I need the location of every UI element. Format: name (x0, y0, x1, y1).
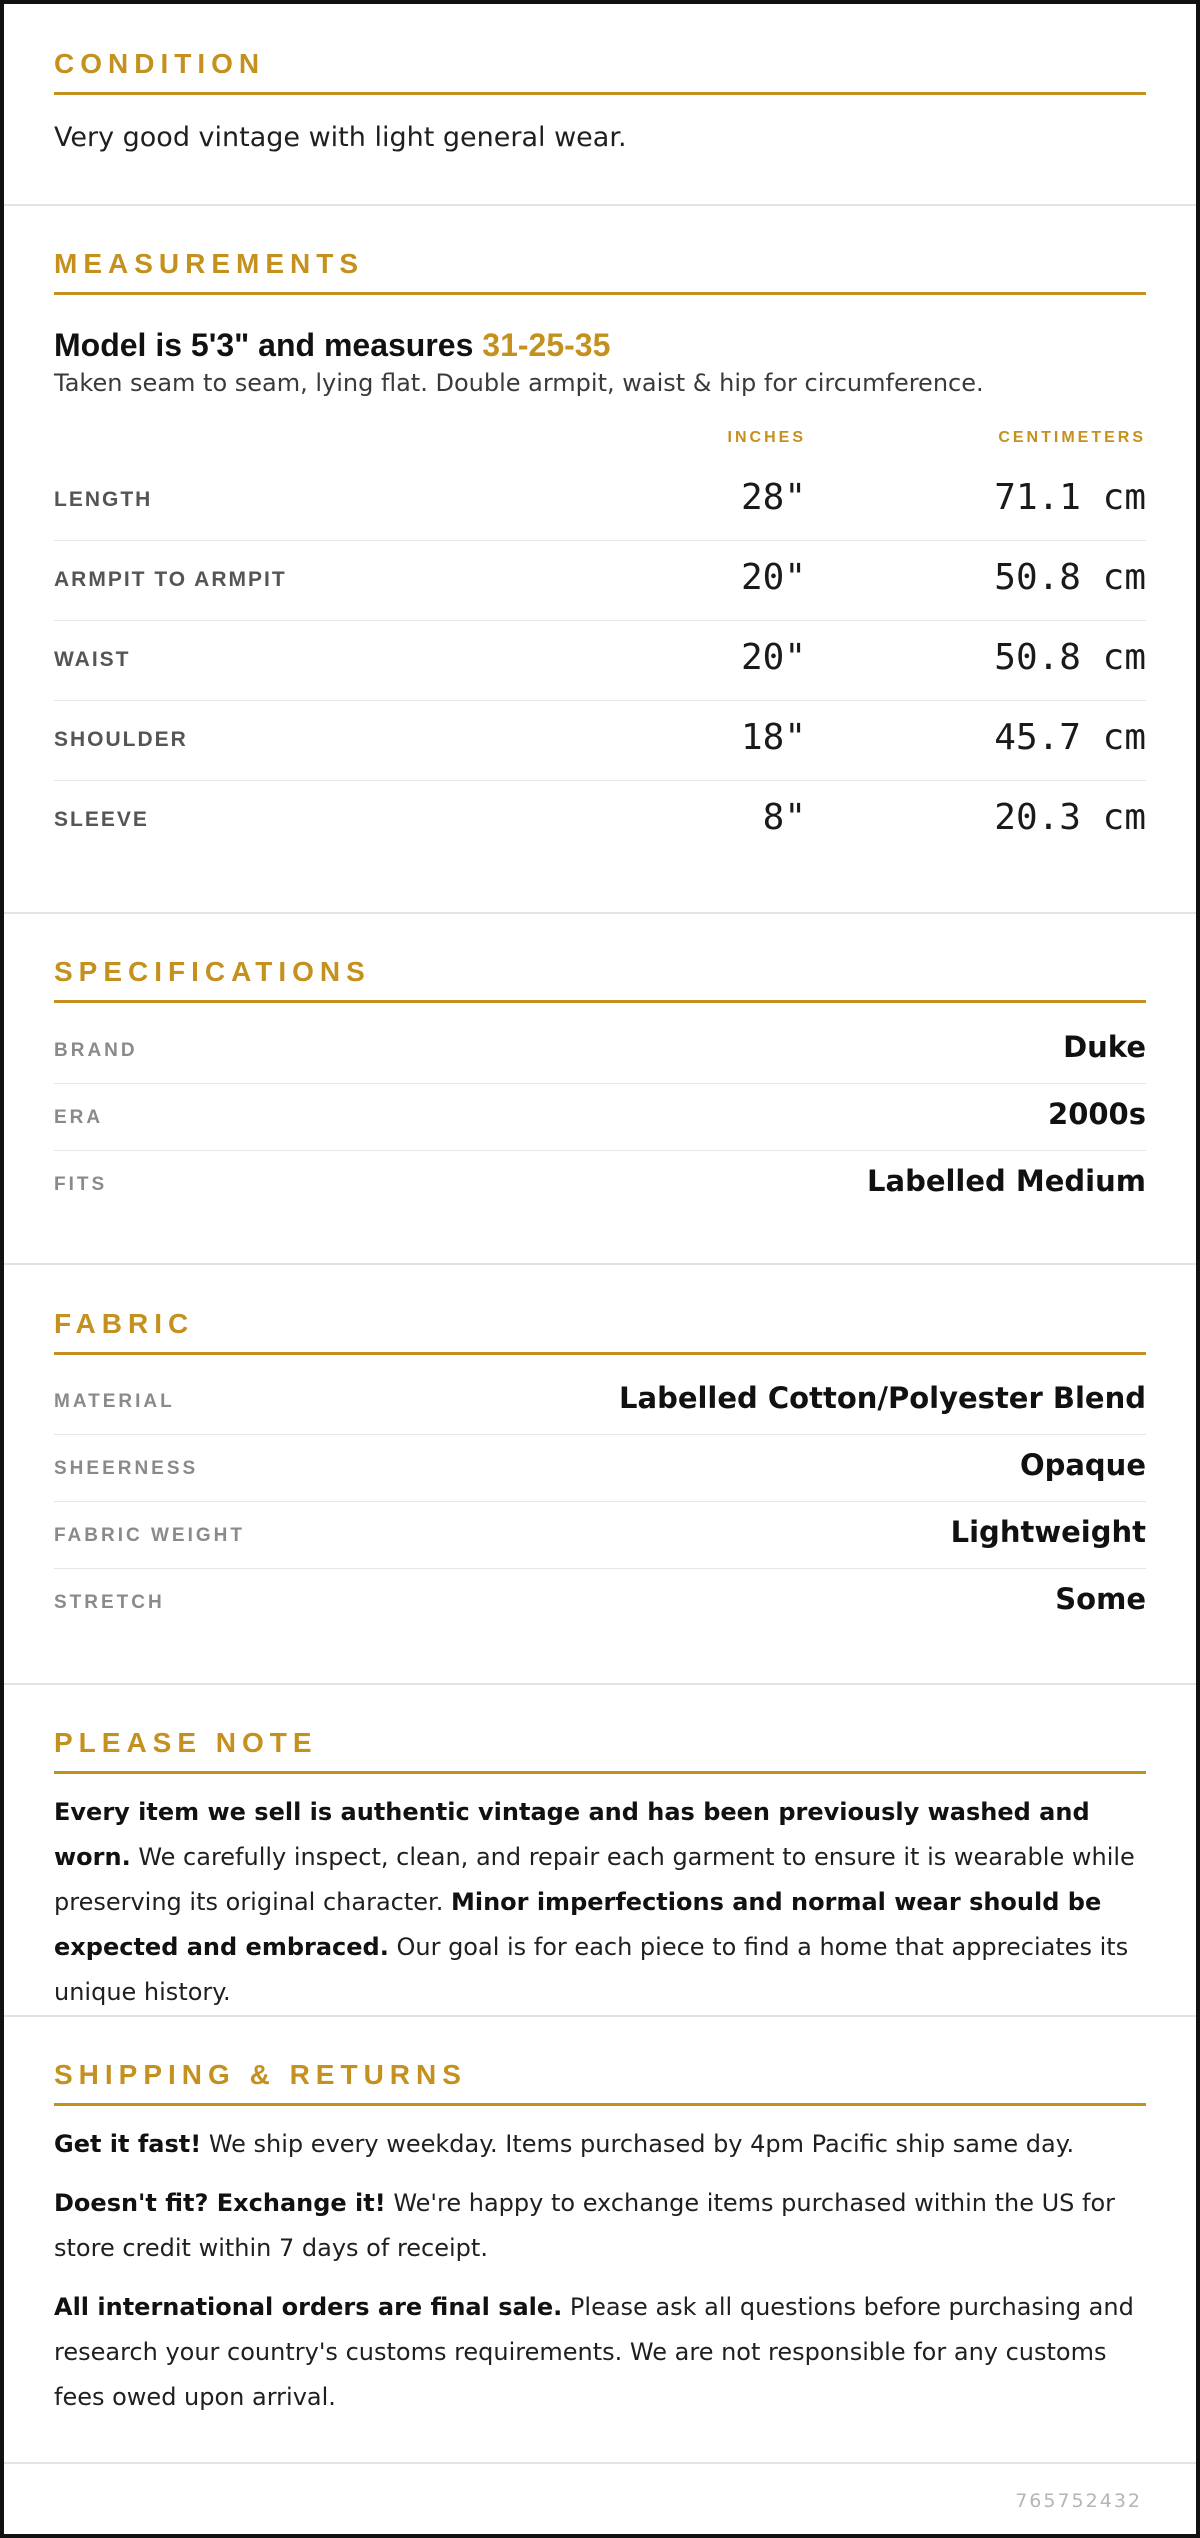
fabric-value: Some (1055, 1582, 1146, 1616)
measurements-section (4, 248, 1196, 861)
fabric-row (54, 1502, 1146, 1569)
inches-column-header: INCHES (727, 429, 806, 446)
centimeters-column-header: CENTIMETERS (998, 429, 1146, 446)
divider (4, 1683, 1196, 1685)
measurement-label: ARMPIT TO ARMPIT (54, 568, 287, 591)
measurement-row (54, 781, 1146, 861)
shipping-bold: Get it fast! (54, 2130, 202, 2158)
measurement-cm: 50.8 cm (994, 637, 1146, 678)
divider (4, 2462, 1196, 2464)
fabric-value: Lightweight (950, 1515, 1146, 1549)
spec-row (54, 1017, 1146, 1084)
product-id: 765752432 (1015, 2490, 1142, 2512)
measurement-row (54, 701, 1146, 781)
measurement-inches: 28" (740, 477, 806, 518)
shipping-paragraph-international (54, 2285, 1146, 2420)
measurement-label: LENGTH (54, 488, 153, 511)
specifications-list (54, 1017, 1146, 1218)
spec-label: BRAND (54, 1040, 138, 1061)
please-note-paragraph (54, 1790, 1146, 2015)
divider (4, 1263, 1196, 1265)
shipping-text: We're happy to exchange items purchased within the US for store credit within 7 days of receipt. (54, 2189, 1116, 2262)
please-note-section (4, 1727, 1196, 2015)
please-note-text-1: We carefully inspect, clean, and repair each garment to ensure it is wearable while preserving its original character. (54, 1843, 1135, 1916)
spec-label: ERA (54, 1107, 104, 1128)
measurement-inches: 8" (762, 797, 806, 838)
measurement-inches: 18" (740, 717, 806, 758)
fabric-list (54, 1368, 1146, 1636)
specifications-section (4, 956, 1196, 1218)
shipping-bold: All international orders are final sale. (54, 2293, 563, 2321)
spec-value: 2000s (1048, 1097, 1146, 1131)
measurement-cm: 20.3 cm (994, 797, 1146, 838)
fabric-value: Opaque (1019, 1448, 1146, 1482)
measurement-inches: 20" (740, 637, 806, 678)
measurement-cm: 50.8 cm (994, 557, 1146, 598)
shipping-section (4, 2059, 1196, 2434)
fabric-value: Labelled Cotton/Polyester Blend (619, 1381, 1146, 1415)
measurement-label: WAIST (54, 648, 131, 671)
shipping-body (54, 2122, 1146, 2420)
fabric-section (4, 1308, 1196, 1636)
shipping-paragraph-exchange (54, 2181, 1146, 2271)
shipping-paragraph-fast (54, 2122, 1146, 2167)
measurement-row (54, 461, 1146, 541)
condition-heading: CONDITION (54, 48, 1146, 95)
measurement-method-note: Taken seam to seam, lying flat. Double armpit, waist & hip for circumference. (54, 369, 984, 397)
spec-value: Duke (1063, 1030, 1146, 1064)
fabric-row (54, 1368, 1146, 1435)
spec-value: Labelled Medium (867, 1164, 1146, 1198)
please-note-heading: PLEASE NOTE (54, 1727, 1146, 1774)
divider (4, 204, 1196, 206)
shipping-bold: Doesn't fit? Exchange it! (54, 2189, 386, 2217)
fabric-label: SHEERNESS (54, 1458, 199, 1479)
fabric-row (54, 1569, 1146, 1636)
measurement-column-headers (54, 421, 1146, 461)
spec-label: FITS (54, 1174, 108, 1195)
divider (4, 912, 1196, 914)
shipping-heading: SHIPPING & RETURNS (54, 2059, 1146, 2106)
condition-text: Very good vintage with light general wear. (54, 122, 627, 153)
please-note-bold-2: Minor imperfections and normal wear should be expected and embraced. (54, 1888, 1102, 1961)
measurement-inches: 20" (740, 557, 806, 598)
model-measures-line (54, 325, 1146, 365)
fabric-row (54, 1435, 1146, 1502)
measurements-heading: MEASUREMENTS (54, 248, 1146, 295)
measurement-row (54, 621, 1146, 701)
specifications-heading: SPECIFICATIONS (54, 956, 1146, 1003)
shipping-text: We ship every weekday. Items purchased by 4pm Pacific ship same day. (201, 2130, 1075, 2158)
measurement-label: SLEEVE (54, 808, 149, 831)
shipping-text: Please ask all questions before purchasing and research your country's customs requirements. We are not responsible for any customs fees owed upon arrival. (54, 2293, 1134, 2411)
fabric-label: FABRIC WEIGHT (54, 1525, 245, 1546)
fabric-label: STRETCH (54, 1592, 165, 1613)
model-measures-value: 31-25-35 (482, 327, 611, 363)
condition-section (4, 48, 1196, 160)
spec-row (54, 1151, 1146, 1218)
measurement-row (54, 541, 1146, 621)
fabric-heading: FABRIC (54, 1308, 1146, 1355)
measurement-cm: 71.1 cm (994, 477, 1146, 518)
spec-row (54, 1084, 1146, 1151)
fabric-label: MATERIAL (54, 1391, 175, 1412)
measurement-table (54, 461, 1146, 861)
please-note-bold-1: Every item we sell is authentic vintage and has been previously washed and worn. (54, 1798, 1090, 1871)
model-prefix: Model is 5'3" and measures (54, 327, 483, 363)
divider (4, 2015, 1196, 2017)
measurement-cm: 45.7 cm (994, 717, 1146, 758)
please-note-text-2: Our goal is for each piece to find a home that appreciates its unique history. (54, 1933, 1129, 2006)
measurement-label: SHOULDER (54, 728, 188, 751)
